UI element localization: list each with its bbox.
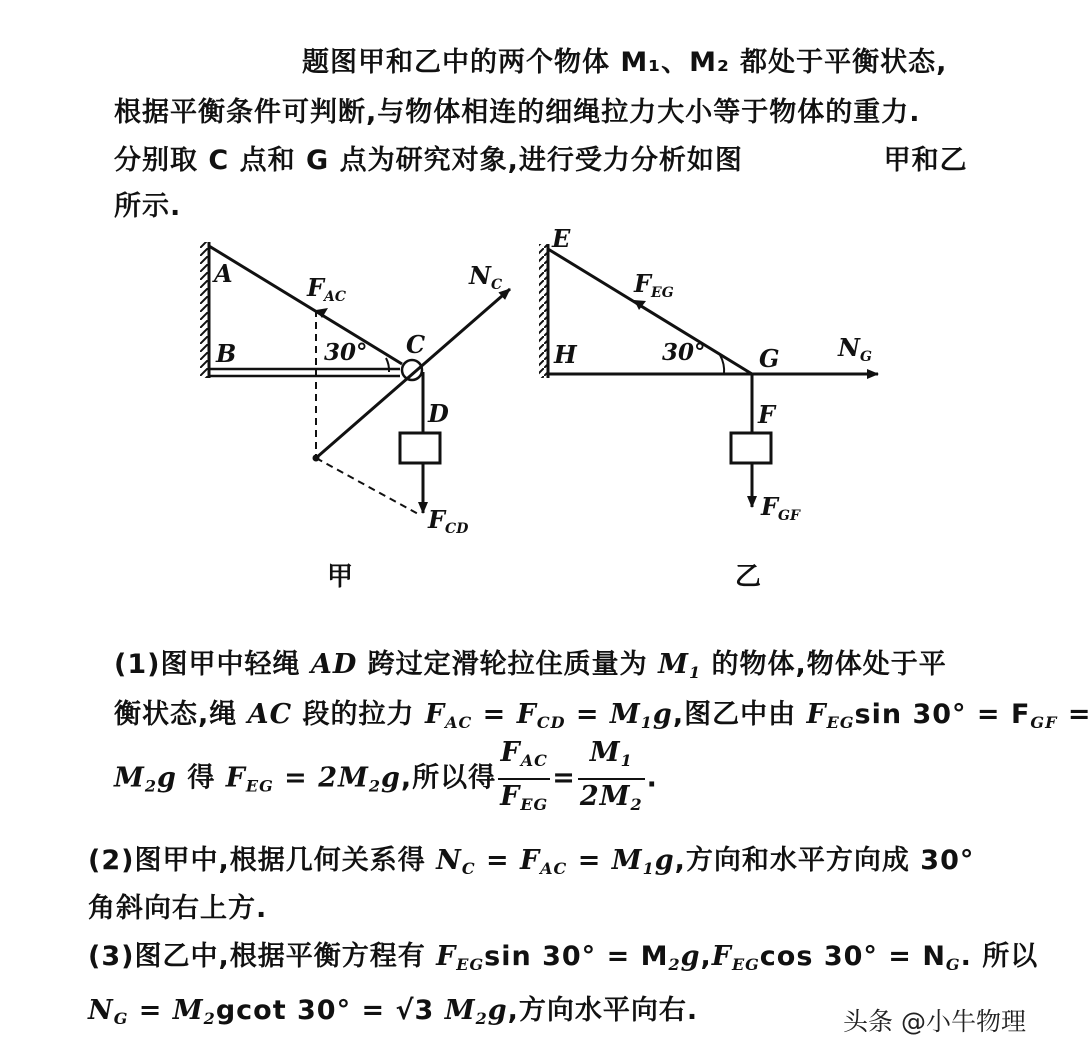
label-c: C [406,330,426,359]
label-fac: $F_{AC}$ [307,273,347,305]
intro-line-2: 根据平衡条件可判断,与物体相连的细绳拉力大小等于物体的重力. [114,97,921,128]
fraction-mass-ratio: $\frac{M_1}{2M_2}$ [579,737,643,814]
label-fgf: $F_{GF}$ [761,492,800,524]
label-b: B [216,339,237,368]
watermark: 头条 @小牛物理 [843,1007,1026,1036]
p2-line-2: 角斜向右上方. [88,893,268,924]
label-fcd: $F_{CD}$ [428,505,469,537]
label-ng: $N_G$ [838,333,872,365]
label-g: G [759,344,780,373]
caption-yi: 乙 [735,562,762,592]
p2-line-1: (2)图甲中,根据几何关系得 $N_C = F_{AC} = M_1g$,方向和水平方向成 30° [88,845,975,878]
label-e: E [552,224,571,253]
diagram-yi [539,224,878,592]
label-nc: $N_C$ [469,261,503,293]
p3-line-1: (3)图乙中,根据平衡方程有 $F_{EG}\sin$ $30^\circ = M_2g,F_{EG}\cos$ $30^\circ = N_G$. 所以 [88,941,1039,974]
intro-line-3b: 甲和乙 [883,145,968,176]
intro-line-4: 所示. [114,191,182,222]
p1-line-3: $M_2g$ 得 $F_{EG} = 2M_2g$,所以得 $\frac{F_{AC}}{F_{EG}}$ = $\frac{M_1}{2M_2}$ . [114,738,658,820]
label-h: H [554,340,577,369]
rope-eg [548,249,752,374]
diagram-jia [200,242,510,592]
dashed-diagonal [316,458,420,515]
p1-line-2: 衡状态,绳 AC 段的拉力 $F_{AC} = F_{CD} = M_1g$,图乙中由 $F_{EG}\sin$ $30^\circ = F_{GF}$ = [114,699,1091,732]
caption-jia: 甲 [327,562,354,592]
angle-label-yi: 30° [662,339,706,366]
block-m2 [731,433,771,463]
p3-line-2: $N_G = M_2gcot$ 30° = √3 $M_2g$,方向水平向右. [88,995,699,1028]
label-f: F [758,400,776,429]
fraction-force-ratio: $\frac{F_{AC}}{F_{EG}}$ [500,737,549,814]
rope-ac [209,246,402,364]
intro-line-3a: 分别取 C 点和 G 点为研究对象,进行受力分析如图 [114,145,743,176]
p1-line-1: (1)图甲中轻绳 AD 跨过定滑轮拉住质量为 $M_1$ 的物体,物体处于平 [114,649,947,682]
angle-label-jia: 30° [324,339,368,366]
block-m1 [400,433,440,463]
label-feg: $F_{EG}$ [634,269,674,301]
vertex-dot [313,455,320,462]
label-d: D [428,399,449,428]
label-a: A [214,259,233,288]
intro-line-1: 题图甲和乙中的两个物体 M₁、M₂ 都处于平衡状态, [302,47,948,78]
